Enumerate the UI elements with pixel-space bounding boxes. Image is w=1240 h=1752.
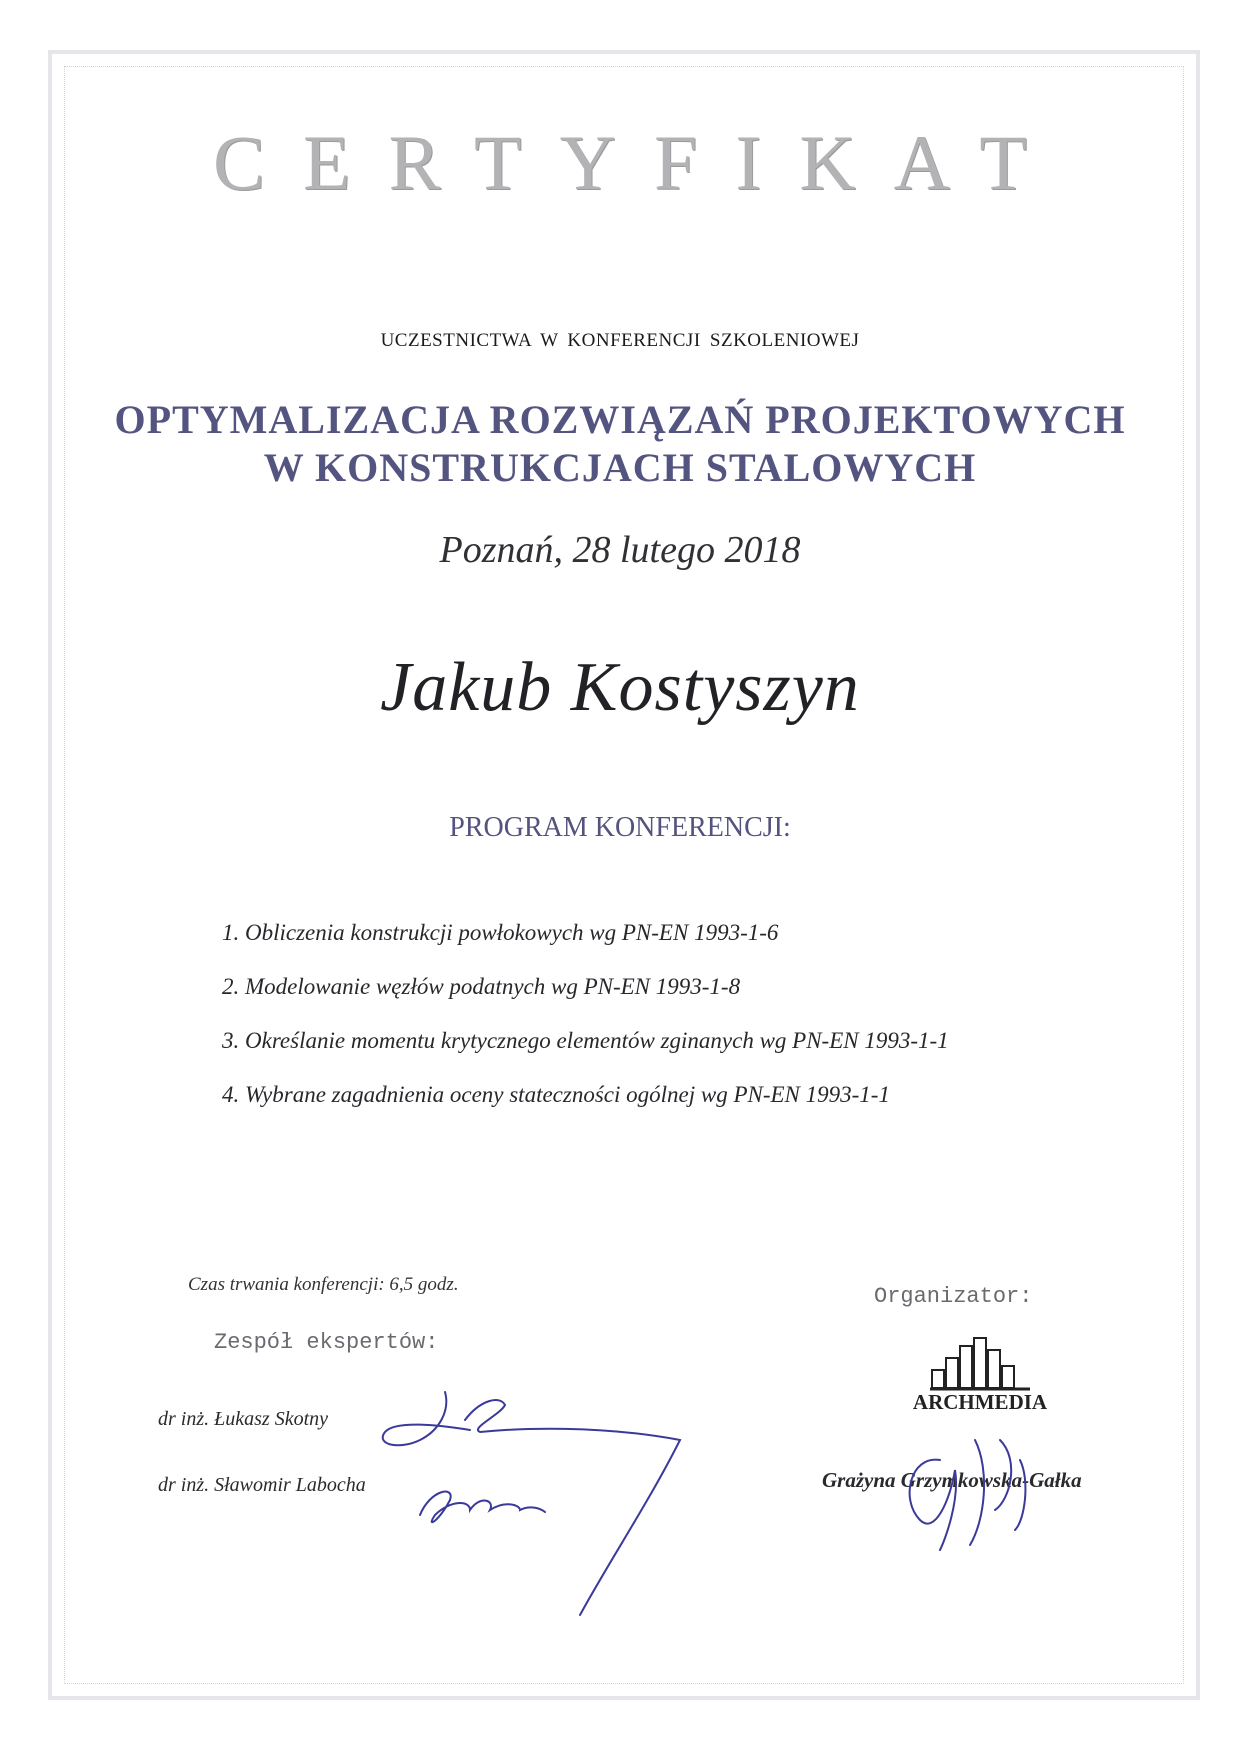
program-item: 4. Wybrane zagadnienia oceny stateczności ogólnej wg PN-EN 1993-1-1 <box>222 1082 890 1107</box>
signature-grzymkowska <box>910 1440 1026 1550</box>
experts-label: Zespół ekspertów: <box>214 1330 439 1355</box>
expert-name-1: dr inż. Łukasz Skotny <box>158 1408 328 1430</box>
program-item: 3. Określanie momentu krytycznego elementów zginanych wg PN-EN 1993-1-1 <box>222 1028 949 1053</box>
program-item: 2. Modelowanie węzłów podatnych wg PN-EN 1993-1-8 <box>222 974 741 999</box>
program-item: 1. Obliczenia konstrukcji powłokowych wg PN-EN 1993-1-6 <box>222 920 779 945</box>
conference-duration: Czas trwania konferencji: 6,5 godz. <box>188 1274 459 1295</box>
conference-title-line-2: W KONSTRUKCJACH STALOWYCH <box>263 445 977 490</box>
organizer-label: Organizator: <box>874 1284 1033 1309</box>
signature-labocha <box>420 1492 545 1523</box>
organizer-logo-text: ARCHMEDIA <box>912 1390 1048 1414</box>
participant-name: Jakub Kostyszyn <box>380 649 860 726</box>
program-heading: PROGRAM KONFERENCJI: <box>449 812 791 843</box>
conference-title-line-1: OPTYMALIZACJA ROZWIĄZAŃ PROJEKTOWYCH <box>114 397 1126 442</box>
certificate-subtitle: UCZESTNICTWA W KONFERENCJI SZKOLENIOWEJ <box>380 330 860 351</box>
certificate-title: CERTYFIKAT <box>213 119 1065 206</box>
place-date: Poznań, 28 lutego 2018 <box>439 529 801 571</box>
expert-name-2: dr inż. Sławomir Labocha <box>158 1474 366 1496</box>
organizer-name: Grażyna Grzymkowska-Gałka <box>822 1468 1082 1492</box>
